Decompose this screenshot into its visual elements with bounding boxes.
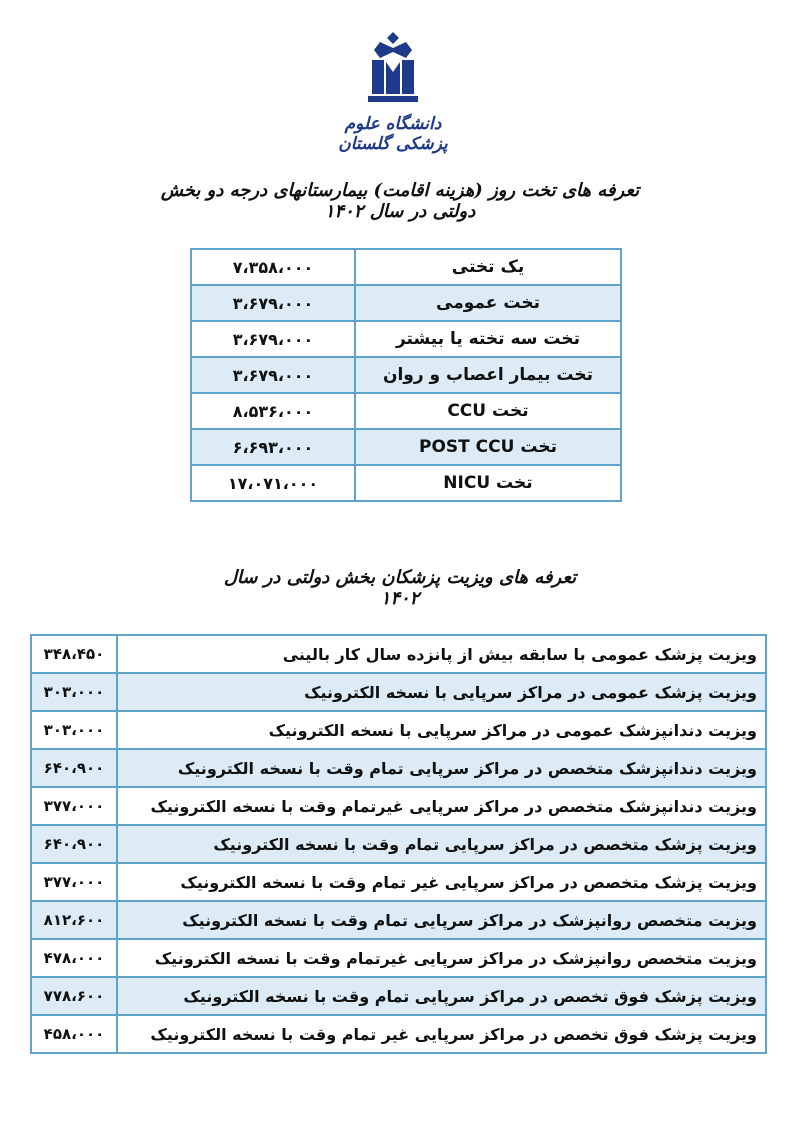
table-row bbox=[31, 825, 766, 863]
row-label: تخت بیمار اعصاب و روان bbox=[355, 357, 621, 393]
table-row bbox=[31, 1015, 766, 1053]
row-label: تخت POST CCU bbox=[355, 429, 621, 465]
row-label: تخت NICU bbox=[355, 465, 621, 501]
row-label: ویزیت پزشک متخصص در مراکز سرپایی غیر تمام وقت با نسخه الکترونیک bbox=[117, 863, 766, 901]
row-label: ویزیت پزشک عمومی در مراکز سرپایی با نسخه الکترونیک bbox=[117, 673, 766, 711]
row-label: تخت CCU bbox=[355, 393, 621, 429]
row-value: ۴۷۸،۰۰۰ bbox=[31, 939, 117, 977]
row-label: ویزیت متخصص روانپزشک در مراکز سرپایی تمام وقت با نسخه الکترونیک bbox=[117, 901, 766, 939]
table-row bbox=[191, 393, 621, 429]
row-value: ۳۷۷،۰۰۰ bbox=[31, 863, 117, 901]
bed-tariff-table bbox=[190, 248, 622, 502]
table-row bbox=[31, 901, 766, 939]
row-label: تخت عمومی bbox=[355, 285, 621, 321]
table-row bbox=[31, 863, 766, 901]
row-value: ۳،۶۷۹،۰۰۰ bbox=[191, 285, 355, 321]
table-row bbox=[191, 357, 621, 393]
table-row bbox=[31, 711, 766, 749]
table-row bbox=[191, 321, 621, 357]
row-label: ویزیت دندانپزشک عمومی در مراکز سرپایی با نسخه الکترونیک bbox=[117, 711, 766, 749]
table-row bbox=[31, 787, 766, 825]
row-label: ویزیت پزشک متخصص در مراکز سرپایی تمام وقت با نسخه الکترونیک bbox=[117, 825, 766, 863]
row-label: ویزیت پزشک فوق تخصص در مراکز سرپایی غیر تمام وقت با نسخه الکترونیک bbox=[117, 1015, 766, 1053]
row-label: ویزیت پزشک فوق تخصص در مراکز سرپایی تمام وقت با نسخه الکترونیک bbox=[117, 977, 766, 1015]
row-value: ۳،۶۷۹،۰۰۰ bbox=[191, 321, 355, 357]
table-row bbox=[191, 465, 621, 501]
row-label: یک تختی bbox=[355, 249, 621, 285]
table-row bbox=[191, 285, 621, 321]
table-row bbox=[31, 939, 766, 977]
row-value: ۳۰۳،۰۰۰ bbox=[31, 711, 117, 749]
row-value: ۸۱۲،۶۰۰ bbox=[31, 901, 117, 939]
row-value: ۷،۳۵۸،۰۰۰ bbox=[191, 249, 355, 285]
row-value: ۱۷،۰۷۱،۰۰۰ bbox=[191, 465, 355, 501]
table-row bbox=[191, 429, 621, 465]
row-value: ۸،۵۳۶،۰۰۰ bbox=[191, 393, 355, 429]
visit-tariff-title: تعرفه های ویزیت پزشکان بخش دولتی در سال ۱۴۰۲ bbox=[223, 567, 577, 609]
row-value: ۷۷۸،۶۰۰ bbox=[31, 977, 117, 1015]
row-value: ۶۴۰،۹۰۰ bbox=[31, 749, 117, 787]
row-value: ۳۷۷،۰۰۰ bbox=[31, 787, 117, 825]
row-value: ۳۴۸،۴۵۰ bbox=[31, 635, 117, 673]
row-value: ۴۵۸،۰۰۰ bbox=[31, 1015, 117, 1053]
table-row bbox=[31, 977, 766, 1015]
row-value: ۶۴۰،۹۰۰ bbox=[31, 825, 117, 863]
row-label: ویزیت دندانپزشک متخصص در مراکز سرپایی غیرتمام وقت با نسخه الکترونیک bbox=[117, 787, 766, 825]
row-label: ویزیت پزشک عمومی با سابقه بیش از پانزده سال کار بالینی bbox=[117, 635, 766, 673]
visit-tariff-table bbox=[30, 634, 767, 1054]
row-value: ۳۰۳،۰۰۰ bbox=[31, 673, 117, 711]
table-row bbox=[31, 749, 766, 787]
university-emblem-icon bbox=[368, 32, 418, 110]
table-row bbox=[31, 635, 766, 673]
table-row bbox=[191, 249, 621, 285]
university-name: دانشگاه علوم پزشکی گلستان bbox=[338, 114, 448, 154]
row-label: ویزیت دندانپزشک متخصص در مراکز سرپایی تمام وقت با نسخه الکترونیک bbox=[117, 749, 766, 787]
bed-tariff-title: تعرفه های تخت روز (هزینه اقامت) بیمارستانهای درجه دو بخش دولتی در سال ۱۴۰۲ bbox=[160, 180, 640, 222]
row-label: ویزیت متخصص روانپزشک در مراکز سرپایی غیرتمام وقت با نسخه الکترونیک bbox=[117, 939, 766, 977]
row-label: تخت سه تخته یا بیشتر bbox=[355, 321, 621, 357]
row-value: ۶،۶۹۳،۰۰۰ bbox=[191, 429, 355, 465]
university-logo bbox=[318, 32, 468, 152]
table-row bbox=[31, 673, 766, 711]
row-value: ۳،۶۷۹،۰۰۰ bbox=[191, 357, 355, 393]
